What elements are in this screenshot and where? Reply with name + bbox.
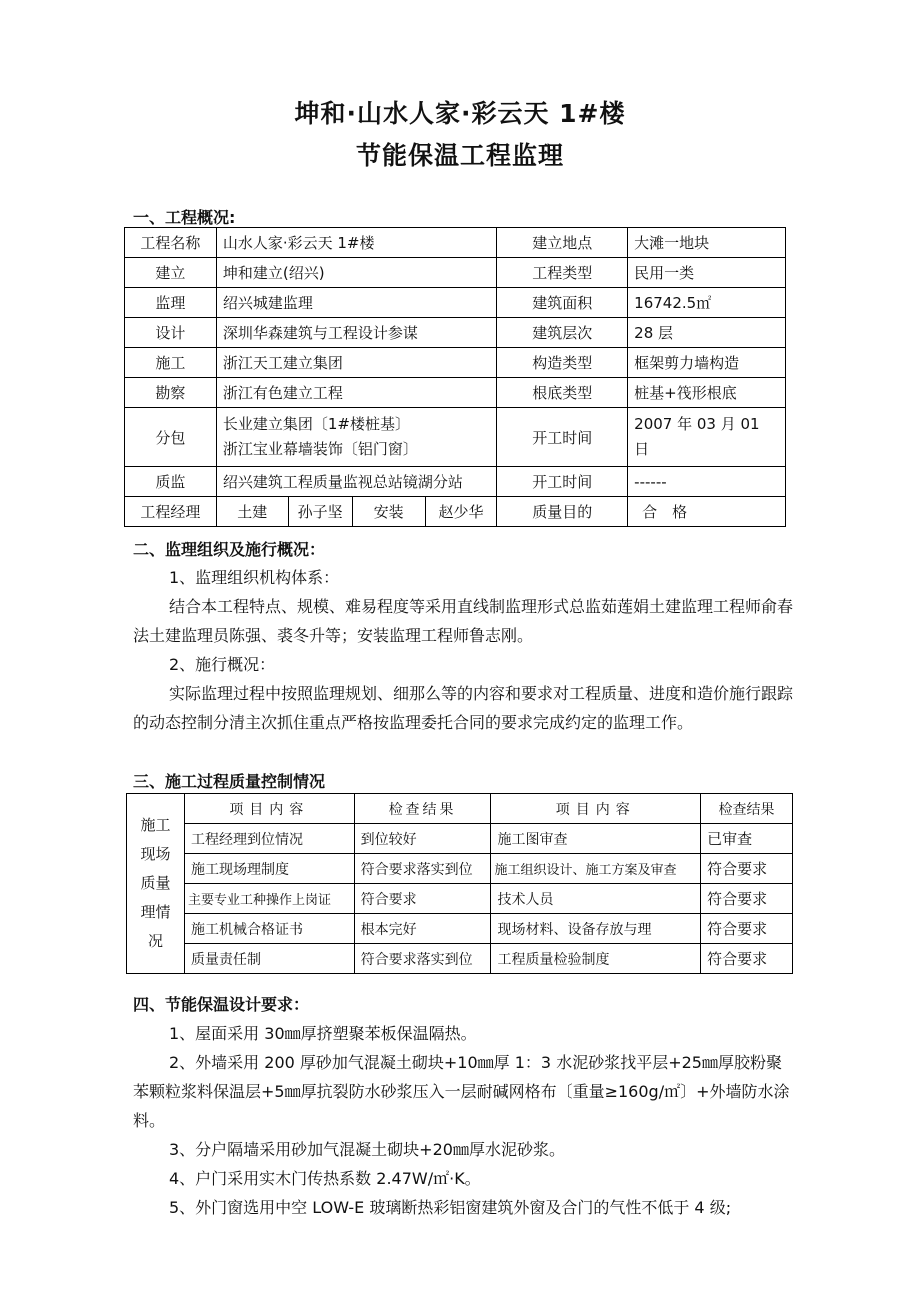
table-cell: 根本完好: [354, 914, 491, 944]
cell-value: 浙江天工建立集团: [216, 348, 497, 378]
cell-value: ------: [628, 467, 786, 497]
column-header: 项目内容: [491, 794, 701, 824]
table-cell: 质量责任制: [184, 944, 354, 974]
table-cell: 符合要求落实到位: [354, 854, 491, 884]
cell-value: 山水人家·彩云天 1#楼: [216, 228, 497, 258]
cell-label: 监理: [125, 288, 217, 318]
table-cell: 施工图审查: [491, 824, 701, 854]
cell-value: 16742.5㎡: [628, 288, 786, 318]
cell-value: 框架剪力墙构造: [628, 348, 786, 378]
column-header: 检查结果: [354, 794, 491, 824]
table-cell: 符合要求: [354, 884, 491, 914]
cell-value: 坤和建立(绍兴): [216, 258, 497, 288]
cell-value: 大滩一地块: [628, 228, 786, 258]
title-line-2: 节能保温工程监理: [355, 141, 564, 170]
table-cell: 主要专业工种操作上岗证: [184, 884, 354, 914]
cell-label: 质量目的: [497, 497, 628, 527]
project-overview-table: [124, 227, 786, 527]
table-cell: 施工组织设计、施工方案及审查: [491, 854, 701, 884]
table-cell: 施工机械合格证书: [184, 914, 354, 944]
table-row: [125, 467, 786, 497]
table-row: [125, 408, 786, 467]
cell-label: 开工时间: [497, 408, 628, 467]
table-row: [125, 318, 786, 348]
column-header: 检查结果: [701, 794, 793, 824]
section-2-sub-1: 1、监理组织机构体系：: [169, 568, 340, 587]
subcontract-cell: [216, 408, 497, 467]
cell-value: 绍兴建筑工程质量监视总站镜湖分站: [216, 467, 497, 497]
cell-label: 构造类型: [497, 348, 628, 378]
table-cell: 符合要求: [701, 914, 793, 944]
table-cell: 工程质量检验制度: [491, 944, 701, 974]
table-cell: 符合要求: [701, 854, 793, 884]
design-item-5: 5、外门窗选用中空 LOW-E 玻璃断热彩铝窗建筑外窗及合门的气性不低于 4 级;: [169, 1198, 732, 1217]
design-item-4: 4、户门采用实木门传热系数 2.47W/㎡·K。: [169, 1169, 481, 1188]
cell-label: 分包: [125, 408, 217, 467]
table-row: [125, 378, 786, 408]
table-cell: 符合要求: [701, 944, 793, 974]
civil-name: 孙子坚: [288, 497, 352, 527]
cell-value: 民用一类: [628, 258, 786, 288]
table-cell: 到位较好: [354, 824, 491, 854]
table-cell: 已审查: [701, 824, 793, 854]
table-row: [127, 944, 793, 974]
subcontract-line-1: 长业建立集团〔1#楼桩基〕: [222, 415, 410, 433]
cell-value: 28 层: [628, 318, 786, 348]
cell-label: 设计: [125, 318, 217, 348]
table-cell: 施工现场理制度: [184, 854, 354, 884]
table-row: [127, 884, 793, 914]
cell-value: 深圳华森建筑与工程设计参谋: [216, 318, 497, 348]
table-row: [125, 348, 786, 378]
cell-label: 工程类型: [497, 258, 628, 288]
title-line-1: 坤和·山水人家·彩云天 1#楼: [294, 99, 626, 128]
section-4-heading: 四、节能保温设计要求：: [133, 995, 310, 1014]
quality-goal-value: 合 格: [628, 497, 786, 527]
cell-label: 施工: [125, 348, 217, 378]
cell-label: 工程经理: [125, 497, 217, 527]
design-item-3: 3、分户隔墙采用砂加气混凝土砌块+20㎜厚水泥砂浆。: [169, 1140, 565, 1159]
table-row: [125, 228, 786, 258]
section-3-heading: 三、施工过程质量控制情况: [133, 772, 326, 791]
table-row: [127, 824, 793, 854]
cell-label: 开工时间: [497, 467, 628, 497]
table-row: [125, 497, 786, 527]
side-label: 施工现场质量理情况: [127, 794, 185, 974]
civil-label: 土建: [216, 497, 288, 527]
table-row: [125, 288, 786, 318]
cell-label: 质监: [125, 467, 217, 497]
section-2-sub-2: 2、施行概况：: [169, 655, 276, 674]
table-cell: 技术人员: [491, 884, 701, 914]
table-cell: 符合要求: [701, 884, 793, 914]
table-cell: 工程经理到位情况: [184, 824, 354, 854]
table-header-row: [127, 794, 793, 824]
design-item-2: 2、外墙采用 200 厚砂加气混凝土砌块+10㎜厚 1：3 水泥砂浆找平层+25㎜厚胶粉聚苯颗粒浆料保温层+5㎜厚抗裂防水砂浆压入一层耐碱网格布〔重量≥160g/㎡〕+外墙防水涂料。: [133, 1053, 790, 1130]
design-item-1: 1、屋面采用 30㎜厚挤塑聚苯板保温隔热。: [169, 1024, 477, 1043]
table-row: [125, 258, 786, 288]
table-cell: 符合要求落实到位: [354, 944, 491, 974]
section-1-heading: 一、工程概况:: [133, 208, 236, 227]
install-label: 安装: [352, 497, 425, 527]
cell-value: 桩基+筏形根底: [628, 378, 786, 408]
quality-control-table: [126, 793, 793, 974]
cell-label: 根底类型: [497, 378, 628, 408]
cell-value: 浙江有色建立工程: [216, 378, 497, 408]
cell-label: 建立: [125, 258, 217, 288]
column-header: 项目内容: [184, 794, 354, 824]
cell-label: 工程名称: [125, 228, 217, 258]
start-date-value: 2007 年 03 月 01 日: [628, 408, 786, 467]
section-2-para-2: 实际监理过程中按照监理规划、细那么等的内容和要求对工程质量、进度和造价施行跟踪的动态控制分清主次抓住重点严格按监理委托合同的要求完成约定的监理工作。: [133, 684, 794, 732]
install-name: 赵少华: [425, 497, 497, 527]
section-2-para-1: 结合本工程特点、规模、难易程度等采用直线制监理形式总监茹莲娟土建监理工程师俞春法土建监理员陈强、裘冬升等；安装监理工程师鲁志刚。: [133, 597, 794, 645]
cell-label: 建立地点: [497, 228, 628, 258]
cell-label: 勘察: [125, 378, 217, 408]
subcontract-line-2: 浙江宝业幕墙装饰〔铝门窗〕: [222, 440, 418, 458]
cell-label: 建筑面积: [497, 288, 628, 318]
cell-value: 绍兴城建监理: [216, 288, 497, 318]
section-2-heading: 二、监理组织及施行概况：: [133, 540, 326, 559]
table-row: [127, 914, 793, 944]
table-cell: 现场材料、设备存放与理: [491, 914, 701, 944]
table-row: [127, 854, 793, 884]
cell-label: 建筑层次: [497, 318, 628, 348]
